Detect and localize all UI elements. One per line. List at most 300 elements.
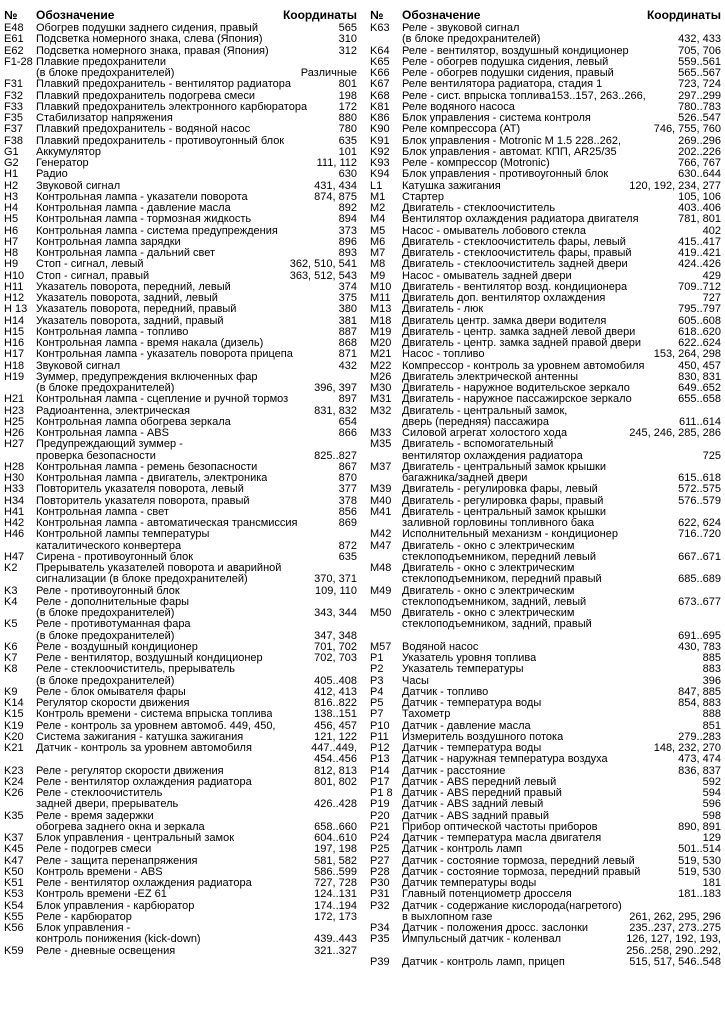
component-code: K68: [370, 89, 390, 102]
table-row: [4, 698, 357, 709]
component-description: Вентилятор охлаждения радиатора двигателя: [402, 214, 639, 226]
component-entry: [36, 687, 357, 698]
component-code: K19: [4, 719, 24, 732]
entry-line: [402, 462, 721, 473]
component-description: Двигатель - центральный замок крышки: [402, 461, 606, 473]
table-row: [4, 586, 357, 597]
entry-line: [36, 473, 357, 484]
component-coordinates: 473, 474: [678, 754, 721, 766]
component-description: Датчик - температура воды: [402, 698, 542, 709]
component-coordinates: 874, 875: [314, 191, 357, 203]
component-code: K50: [4, 865, 24, 878]
component-code: P14: [370, 764, 390, 777]
component-code: H34: [4, 494, 25, 507]
component-description: Реле - карбюратор: [36, 911, 132, 923]
table-row: [4, 237, 357, 248]
entry-line: [402, 912, 721, 923]
component-code: K90: [370, 123, 390, 136]
component-entry: [402, 102, 721, 113]
table-row: [370, 68, 721, 79]
table-row: [4, 293, 357, 304]
component-coordinates: 377: [338, 484, 357, 496]
entry-line: [402, 372, 721, 383]
component-description: (в блоке предохранителей): [36, 630, 175, 642]
entry-line: [402, 136, 721, 147]
component-coordinates: 181..183: [678, 889, 721, 901]
entry-line: [36, 293, 357, 304]
component-coordinates: 198: [338, 90, 357, 102]
component-entry: [402, 934, 721, 957]
entry-line: [36, 664, 357, 675]
entry-line: [36, 136, 357, 147]
entry-line: [36, 214, 357, 225]
component-description: Контрольная лампа - давление масла: [36, 203, 231, 214]
entry-line: [402, 34, 721, 45]
table-row: [4, 664, 357, 687]
table-row: [4, 732, 357, 743]
component-description: Контрольная лампа - ABS: [36, 428, 169, 439]
component-coordinates: 673..677: [678, 595, 721, 608]
entry-line: [402, 518, 721, 529]
component-coordinates: 586..599: [314, 866, 357, 878]
component-coordinates: 725: [702, 449, 721, 462]
component-coordinates: 635: [338, 551, 357, 563]
entry-line: [402, 653, 721, 664]
component-entry: [36, 327, 357, 338]
table-row: [370, 79, 721, 90]
component-coordinates: 197, 198: [314, 844, 357, 856]
entry-line: [36, 856, 357, 867]
component-entry: [36, 136, 357, 147]
component-description: Контроль времени - система впрыска топлива: [36, 709, 273, 721]
table-row: [370, 349, 721, 360]
entry-line: [402, 124, 721, 135]
table-row: [4, 507, 357, 518]
component-entry: [36, 192, 357, 203]
component-code: K45: [4, 843, 24, 856]
left-column: [4, 8, 357, 957]
component-entry: [402, 923, 721, 934]
component-coordinates: 245, 246, 285, 286: [629, 428, 721, 439]
table-row: [4, 619, 357, 642]
component-description: Контрольная лампа - система предупреждения: [36, 225, 278, 237]
table-row: [370, 259, 721, 270]
entry-line: [402, 574, 721, 585]
table-row: [4, 34, 357, 45]
component-description: Реле - обогрев подушка сидения, левый: [402, 56, 609, 68]
table-row: [4, 844, 357, 855]
component-entry: [36, 563, 357, 586]
entry-line: [36, 721, 357, 732]
component-entry: [402, 743, 721, 754]
component-coordinates: 897: [338, 394, 357, 406]
component-description: Датчик - ABS задний левый: [402, 799, 544, 811]
entry-line: [402, 957, 721, 968]
table-row: [4, 923, 357, 946]
table-row: [4, 327, 357, 338]
table-row: [4, 709, 357, 720]
component-entry: [402, 23, 721, 46]
component-coordinates: 126, 127, 192, 193,: [626, 934, 721, 946]
component-description: Датчик - положения дросс. заслонки: [402, 923, 589, 934]
component-code: H9: [4, 258, 19, 271]
component-code: H18: [4, 359, 25, 372]
entry-line: [36, 349, 357, 360]
component-description: Двигатель - вспомогательный: [402, 439, 554, 451]
component-coordinates: 655..658: [678, 394, 721, 406]
component-coordinates: 709..712: [678, 281, 721, 293]
table-row: [4, 496, 357, 507]
component-entry: [402, 878, 721, 889]
component-coordinates: [718, 619, 721, 630]
entry-line: [36, 631, 357, 642]
table-row: [370, 383, 721, 394]
table-row: [4, 788, 357, 811]
table-row: [370, 361, 721, 372]
component-code: P20: [370, 809, 390, 822]
component-description: Реле - регулятор скорости движения: [36, 765, 224, 777]
component-entry: [402, 541, 721, 564]
component-coordinates: 153, 264, 298: [653, 349, 721, 361]
table-row: [4, 147, 357, 158]
entry-line: [402, 23, 721, 34]
component-coordinates: 343, 344: [314, 607, 357, 619]
component-coordinates: 297..299: [678, 90, 721, 102]
component-entry: [402, 124, 721, 135]
entry-line: [402, 158, 721, 169]
entry-line: [402, 642, 721, 653]
component-description: Контрольная лампа - автоматическая трансмиссия: [36, 518, 298, 529]
component-description: Двигатель - центр. замка задней правой двери: [402, 338, 641, 349]
component-entry: [36, 259, 357, 270]
table-row: [370, 46, 721, 57]
entry-line: [36, 507, 357, 518]
component-description: Насос - омыватель задней двери: [402, 270, 572, 282]
component-description: Повторитель указателя поворота, правый: [36, 495, 250, 507]
component-description: Указатель уровня топлива: [402, 653, 537, 664]
component-description: Контрольная лампа - указатель поворота прицепа: [36, 349, 293, 361]
component-coordinates: 432, 433: [678, 33, 721, 46]
entry-line: [402, 203, 721, 214]
component-coordinates: 559..561: [678, 56, 721, 68]
component-code: M2: [370, 202, 386, 214]
table-row: [4, 57, 357, 80]
component-code: M8: [370, 258, 386, 271]
component-entry: [402, 844, 721, 855]
component-code: H12: [4, 292, 25, 304]
table-row: [370, 844, 721, 855]
header-coordinates: Координаты: [646, 8, 721, 22]
component-entry: [36, 946, 357, 957]
component-coordinates: 419..421: [678, 248, 721, 259]
component-description: Контроль времени -EZ 61: [36, 889, 167, 901]
component-code: H3: [4, 190, 19, 203]
component-entry: [36, 406, 357, 417]
entry-line: [36, 541, 357, 552]
component-entry: [36, 484, 357, 495]
component-description: Силовой агрегат холостого хода: [402, 428, 568, 439]
component-code: M42: [370, 528, 392, 541]
component-code: M19: [370, 325, 392, 338]
entry-line: [36, 642, 357, 653]
component-code: P35: [370, 933, 390, 946]
component-coordinates: 801: [338, 79, 357, 91]
entry-line: [402, 46, 721, 57]
entry-line: [36, 574, 357, 585]
component-entry: [402, 889, 721, 900]
entry-line: [36, 788, 357, 799]
entry-line: [402, 439, 721, 450]
component-description: Контрольная лампа - дальний свет: [36, 248, 216, 259]
component-description: Плавкий предохранитель электронного карбюратора: [36, 101, 308, 113]
component-coordinates: 831, 832: [314, 405, 357, 417]
entry-line: [402, 889, 721, 900]
table-row: [4, 867, 357, 878]
entry-line: [402, 473, 721, 484]
table-row: [370, 462, 721, 485]
component-entry: [36, 304, 357, 315]
component-coordinates: 896: [338, 236, 357, 248]
component-coordinates: 347, 348: [314, 629, 357, 642]
component-description: Блок управления - автомат. КПП, AR25/35: [402, 146, 617, 158]
component-entry: [36, 518, 357, 529]
table-row: [370, 304, 721, 315]
component-coordinates: 321..327: [314, 945, 357, 957]
component-coordinates: 269..296: [678, 135, 721, 147]
component-code: P7: [370, 708, 384, 721]
component-description: Двигатель - центральный замок крышки: [402, 506, 606, 518]
table-row: [370, 653, 721, 664]
component-entry: [402, 271, 721, 282]
table-row: [4, 417, 357, 428]
component-entry: [402, 496, 721, 507]
component-coordinates: 109, 110: [314, 585, 357, 597]
component-code: H11: [4, 280, 24, 293]
component-entry: [402, 259, 721, 270]
component-code: P1 8: [370, 787, 393, 799]
component-coordinates: 172: [338, 101, 357, 113]
table-row: [4, 811, 357, 834]
component-entry: [36, 496, 357, 507]
component-coordinates: 581, 582: [314, 855, 357, 867]
component-description: Двигатель - окно с электрическим: [402, 563, 575, 574]
entry-line: [402, 451, 721, 462]
component-coordinates: 396: [702, 675, 721, 687]
entry-line: [402, 878, 721, 889]
component-entry: [402, 158, 721, 169]
component-code: F38: [4, 134, 23, 147]
component-entry: [36, 889, 357, 900]
table-row: [370, 192, 721, 203]
component-coordinates: 887: [338, 326, 357, 338]
entry-line: [36, 608, 357, 619]
component-description: Реле компрессора (AT): [402, 124, 521, 136]
component-code: P24: [370, 832, 390, 844]
table-row: [370, 664, 721, 675]
entry-line: [36, 406, 357, 417]
entry-line: [402, 664, 721, 675]
component-description: Блок управления - центральный замок: [36, 833, 235, 844]
component-code: K5: [4, 618, 18, 631]
component-description: Двигатель - центральный замок,: [402, 405, 568, 417]
component-description: Реле водяного насоса: [402, 101, 515, 113]
component-description: Измеритель воздушного потока: [402, 731, 564, 743]
component-entry: [402, 709, 721, 720]
component-description: сигнализации (в блоке предохранителей): [36, 574, 248, 586]
component-code: K94: [370, 168, 390, 181]
table-row: [370, 282, 721, 293]
component-entry: [402, 113, 721, 124]
component-code: H16: [4, 337, 25, 349]
entry-line: [402, 597, 721, 608]
component-code: H7: [4, 235, 19, 248]
component-coordinates: 701, 702: [314, 641, 357, 653]
component-entry: [36, 439, 357, 462]
component-entry: [36, 664, 357, 687]
component-coordinates: 111, 112: [316, 158, 357, 169]
component-description: Сирена - противоугонный блок: [36, 551, 194, 563]
table-row: [4, 192, 357, 203]
component-entry: [36, 529, 357, 552]
component-coordinates: [718, 439, 721, 450]
component-coordinates: 816..822: [314, 698, 357, 709]
component-coordinates: 883: [702, 664, 721, 676]
component-entry: [36, 102, 357, 113]
component-coordinates: 615..618: [678, 472, 721, 484]
table-row: [370, 147, 721, 158]
component-description: Указатель поворота, задний, правый: [36, 315, 224, 327]
component-coordinates: 447..449,: [311, 743, 357, 754]
table-row: [370, 136, 721, 147]
component-entry: [402, 316, 721, 327]
component-description: вентилятор охлаждения радиатора: [402, 450, 583, 462]
entry-line: [402, 394, 721, 405]
entry-line: [36, 878, 357, 889]
entry-line: [402, 709, 721, 720]
component-code: K26: [4, 787, 24, 799]
component-entry: [36, 653, 357, 664]
component-coordinates: 412, 413: [314, 686, 357, 698]
component-coordinates: 310: [338, 34, 357, 46]
table-row: [370, 113, 721, 124]
entry-line: [402, 304, 721, 315]
component-code: M9: [370, 269, 386, 282]
component-description: Импульсный датчик - коленвал: [402, 934, 561, 946]
component-coordinates: 685..689: [678, 573, 721, 586]
component-coordinates: 235..237, 273..275: [629, 923, 721, 934]
table-row: [4, 361, 357, 372]
table-row: [4, 169, 357, 180]
component-entry: [402, 394, 721, 405]
component-coordinates: 375: [338, 293, 357, 304]
entry-line: [402, 361, 721, 372]
component-entry: [402, 214, 721, 225]
component-description: Двигатель - стеклоочиститель: [402, 203, 556, 214]
component-description: Реле - сист. впрыска топлива153..157, 263..266,: [402, 90, 646, 102]
component-description: Двигатель - стеклоочиститель задней двери: [402, 259, 628, 271]
component-code: H2: [4, 179, 19, 192]
table-row: [370, 327, 721, 338]
component-coordinates: 519, 530: [678, 855, 721, 867]
component-coordinates: 363, 512, 543: [289, 270, 357, 282]
header-coordinates: Координаты: [282, 8, 357, 22]
entry-line: [36, 259, 357, 270]
table-row: [370, 91, 721, 102]
component-code: K66: [370, 67, 390, 79]
component-code: M31: [370, 393, 392, 406]
component-code: K67: [370, 78, 390, 91]
component-coordinates: 880: [338, 113, 357, 124]
entry-line: [36, 597, 357, 608]
component-description: Прибор оптической частоты приборов: [402, 821, 598, 833]
entry-line: [402, 721, 721, 732]
entry-line: [402, 113, 721, 124]
component-coordinates: 450, 457: [678, 360, 721, 372]
table-row: [370, 934, 721, 957]
component-code: M5: [370, 224, 386, 237]
component-code: M18: [370, 314, 392, 327]
component-coordinates: 526..547: [678, 113, 721, 124]
component-entry: [402, 428, 721, 439]
table-row: [4, 158, 357, 169]
table-row: [4, 113, 357, 124]
component-entry: [402, 676, 721, 687]
entry-line: [402, 349, 721, 360]
component-coordinates: 780..783: [678, 101, 721, 113]
table-row: [370, 203, 721, 214]
component-code: P39: [370, 955, 390, 968]
entry-line: [402, 226, 721, 237]
component-coordinates: 780: [338, 124, 357, 136]
component-entry: [402, 586, 721, 609]
component-entry: [36, 766, 357, 777]
component-code: F31: [4, 78, 23, 91]
component-description: Блок управления - противоугонный блок: [402, 169, 609, 181]
component-coordinates: 381: [338, 315, 357, 327]
component-coordinates: 256..258, 290..292,: [626, 944, 721, 957]
component-coordinates: 825..827: [314, 449, 357, 462]
component-description: Контрольная лампа - время накала (дизель): [36, 338, 264, 349]
table-row: [4, 777, 357, 788]
component-entry: [402, 169, 721, 180]
component-description: Датчик - топливо: [402, 686, 489, 698]
component-coordinates: 121, 122: [314, 731, 357, 743]
component-coordinates: 812, 813: [314, 765, 357, 777]
component-description: Двигатель - люк: [402, 304, 484, 316]
component-description: Плавкий предохранитель - противоугонный блок: [36, 135, 285, 147]
component-coordinates: 576..579: [678, 495, 721, 507]
component-coordinates: 261, 262, 295, 296: [629, 910, 721, 923]
component-description: Датчик - контроль за уровнем автомобиля: [36, 743, 252, 754]
component-entry: [36, 507, 357, 518]
component-coordinates: 705, 706: [678, 45, 721, 57]
component-code: P1: [370, 652, 384, 664]
component-description: Реле - время задержки: [36, 810, 154, 822]
entry-line: [402, 496, 721, 507]
component-description: Радиоантенна, электрическая: [36, 405, 190, 417]
component-code: K51: [4, 877, 24, 889]
table-row: [370, 732, 721, 743]
component-coordinates: 691..695: [678, 629, 721, 642]
component-entry: [402, 293, 721, 304]
component-code: P17: [370, 775, 390, 788]
component-entry: [402, 833, 721, 844]
table-row: [370, 237, 721, 248]
component-description: Исполнительный механизм - кондиционер: [402, 529, 618, 541]
entry-line: [402, 68, 721, 79]
component-description: Датчик - ABS передний правый: [402, 788, 562, 799]
component-coordinates: [354, 664, 357, 675]
